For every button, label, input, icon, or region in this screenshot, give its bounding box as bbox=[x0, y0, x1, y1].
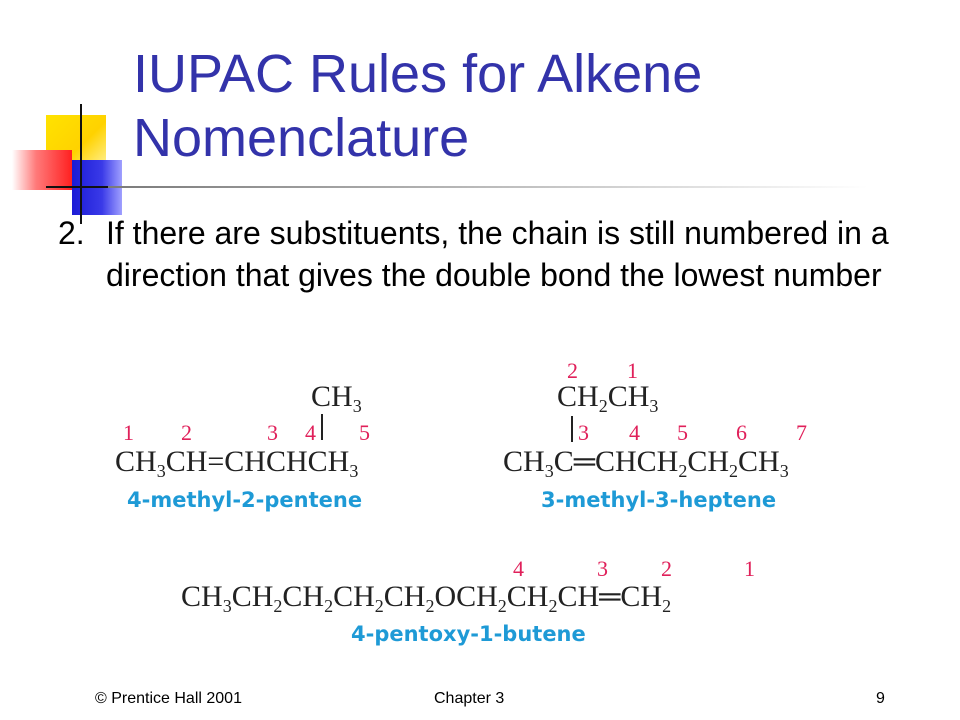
ethyl-substituent: $CH_2CH_3$ bbox=[557, 380, 659, 416]
locant-number: 4 bbox=[629, 420, 640, 445]
horizontal-line-decoration bbox=[46, 186, 116, 188]
locant-number: 2 bbox=[661, 556, 672, 581]
locant-number: 3 bbox=[578, 420, 589, 445]
compound-name: 4-pentoxy-1-butene bbox=[351, 622, 586, 646]
locant-number: 1 bbox=[123, 420, 134, 445]
methyl-substituent: $CH_3$ bbox=[311, 380, 362, 416]
locant-number: 5 bbox=[359, 420, 370, 445]
footer-copyright: © Prentice Hall 2001 bbox=[95, 690, 242, 707]
substituent-bond bbox=[571, 416, 573, 442]
substituent-bond bbox=[321, 414, 323, 440]
locant-number: 1 bbox=[627, 358, 638, 383]
locant-number: 6 bbox=[736, 420, 747, 445]
locant-number: 2 bbox=[181, 420, 192, 445]
locant-number: 7 bbox=[796, 420, 807, 445]
compound-name: 4-methyl-2-pentene bbox=[127, 488, 363, 512]
locant-number: 3 bbox=[267, 420, 278, 445]
footer-page-number: 9 bbox=[876, 690, 885, 707]
main-chain-formula: $CH_3C═CHCH_2CH_2CH_3$ bbox=[503, 445, 789, 481]
list-item-number: 2. bbox=[58, 215, 85, 251]
locant-number: 1 bbox=[744, 556, 755, 581]
main-chain-formula: $CH_3CH_2CH_2CH_2CH_2OCH_2CH_2CH═CH_2$ bbox=[181, 580, 672, 616]
footer-chapter: Chapter 3 bbox=[434, 690, 505, 707]
locant-number: 4 bbox=[513, 556, 524, 581]
title-underline bbox=[108, 186, 868, 188]
list-item-text: If there are substituents, the chain is still numbered in a direction that gives the double bond the lowest number bbox=[106, 215, 889, 293]
main-chain-formula: $CH_3CH=CHCHCH_3$ bbox=[115, 445, 359, 481]
locant-number: 3 bbox=[597, 556, 608, 581]
locant-number: 4 bbox=[305, 420, 316, 445]
vertical-line-decoration bbox=[80, 104, 82, 224]
slide-title: IUPAC Rules for Alkene Nomenclature bbox=[133, 44, 703, 168]
locant-number: 2 bbox=[567, 358, 578, 383]
compound-name: 3-methyl-3-heptene bbox=[541, 488, 777, 512]
locant-number: 5 bbox=[677, 420, 688, 445]
red-bar-decoration bbox=[12, 150, 72, 190]
